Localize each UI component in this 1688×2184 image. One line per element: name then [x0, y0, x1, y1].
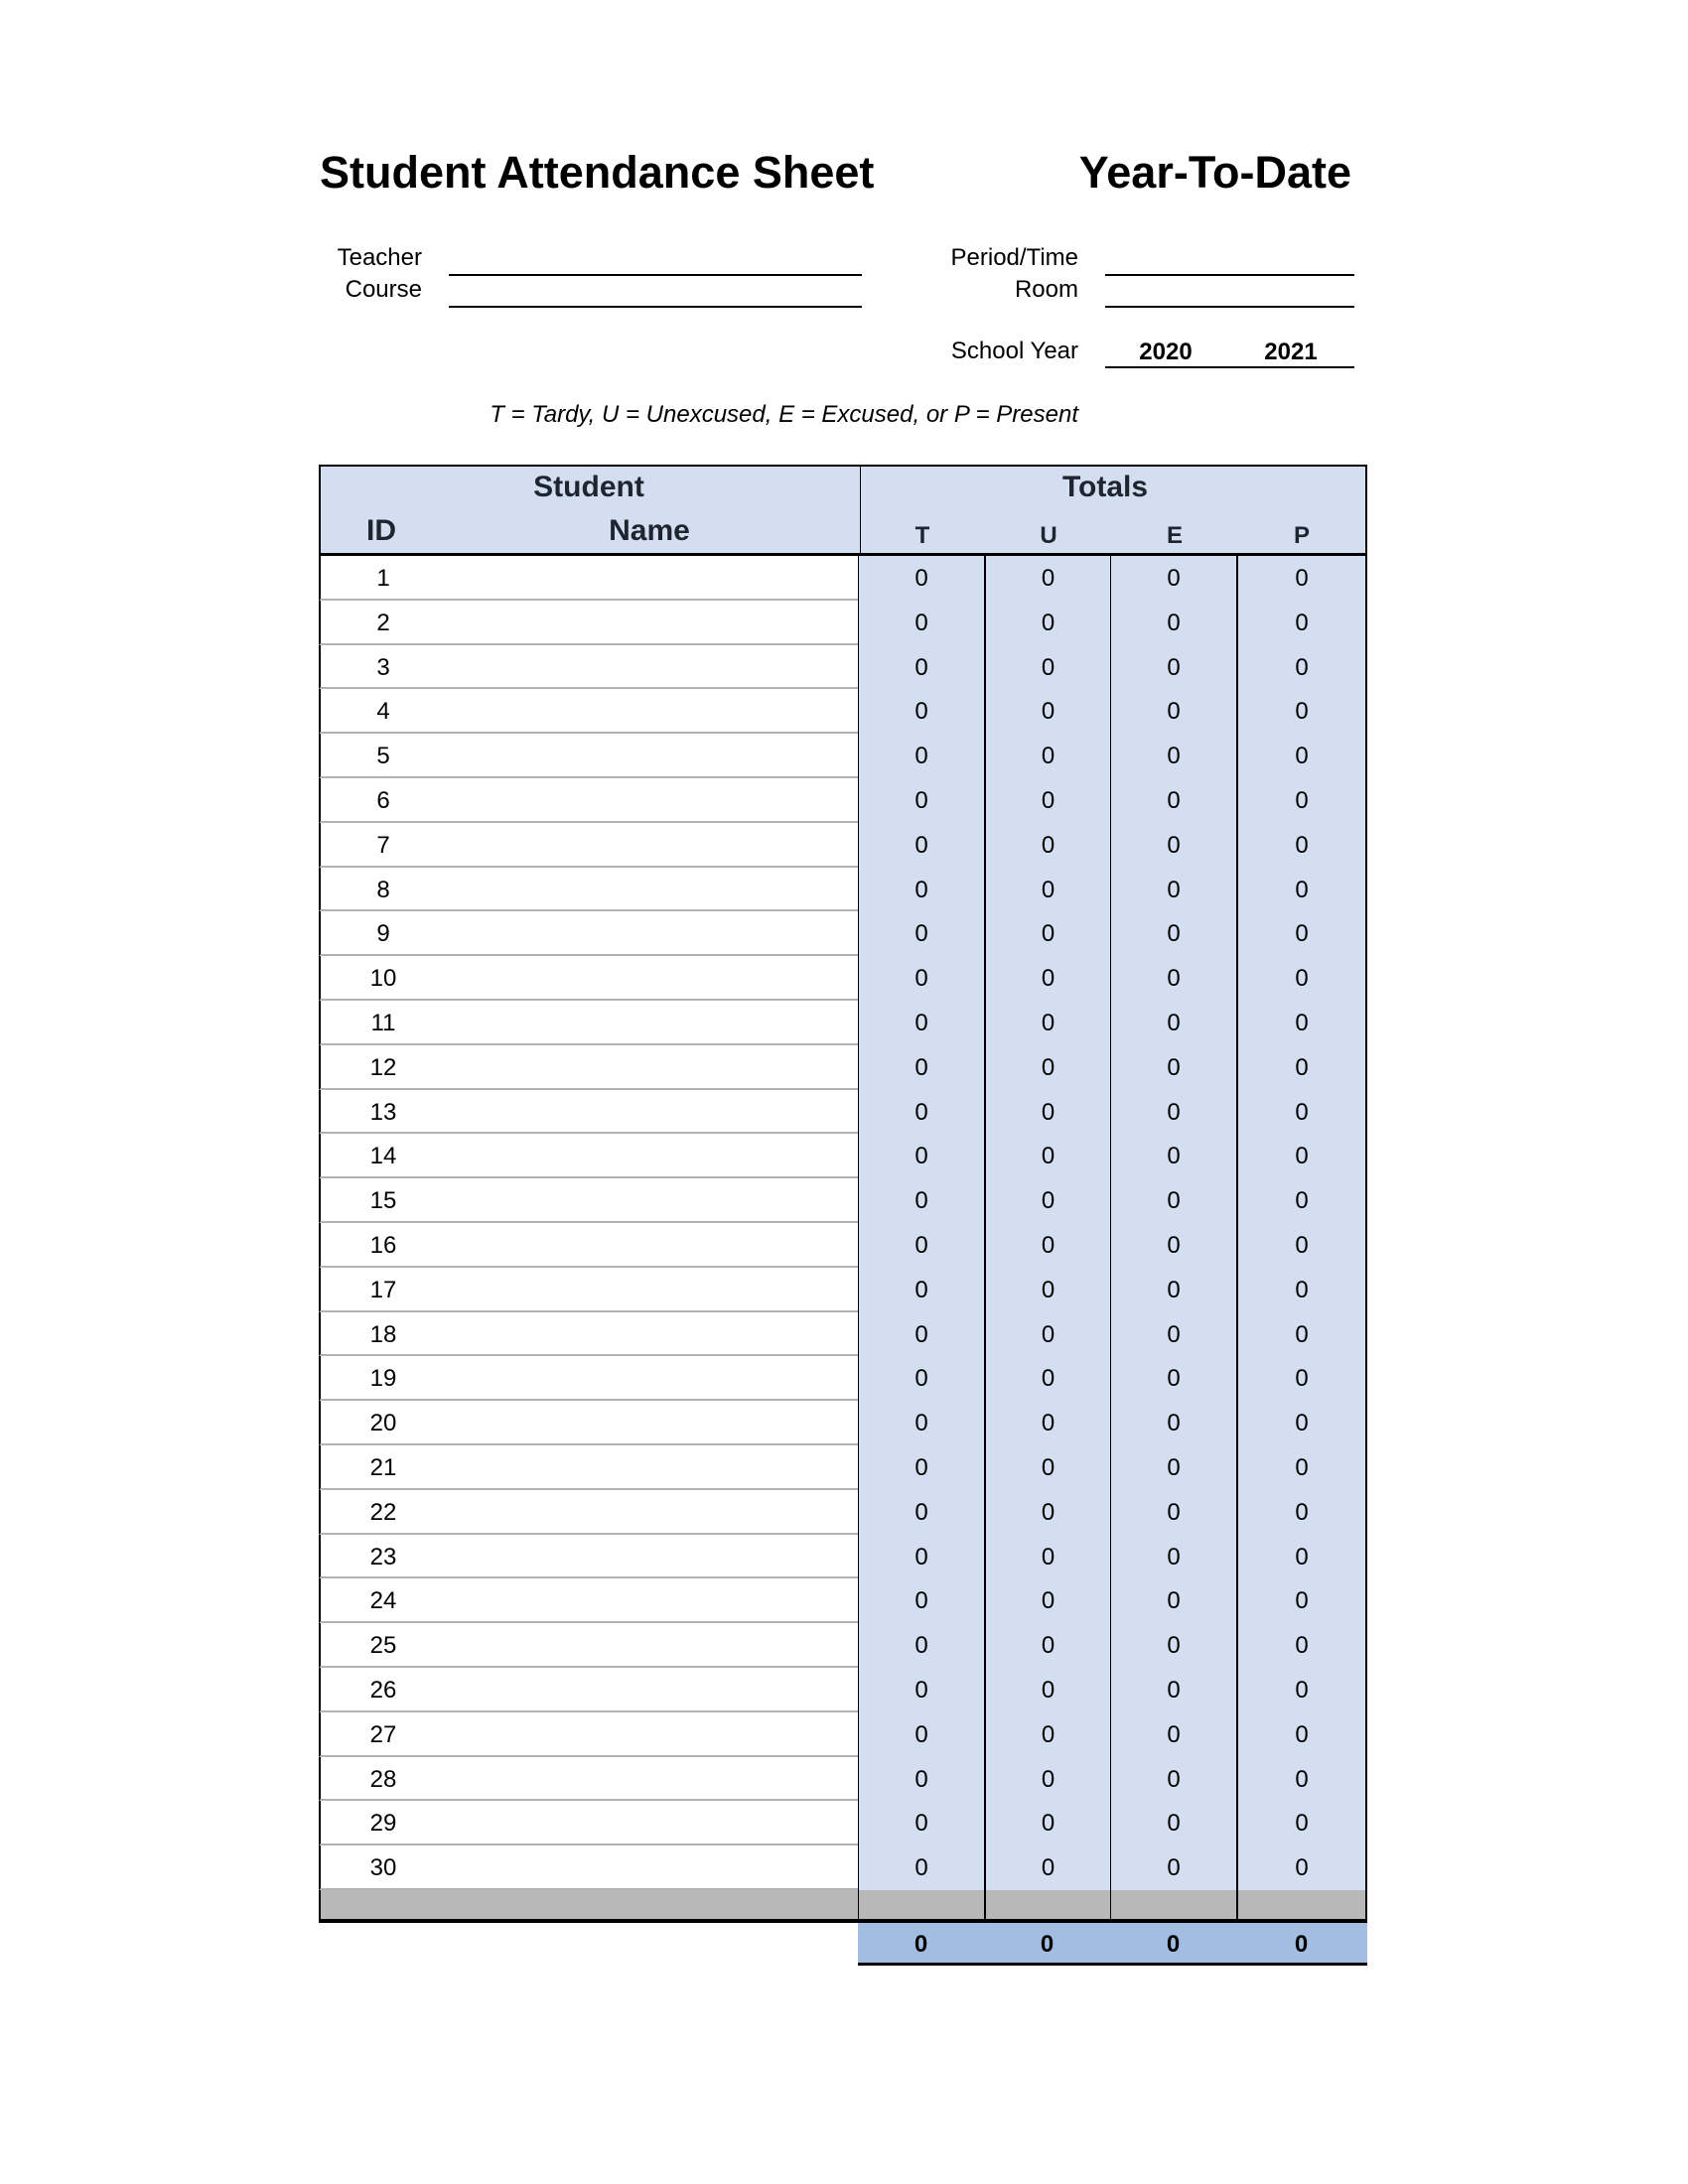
present-count: 0 — [1236, 645, 1367, 690]
tardy-count: 0 — [858, 778, 984, 823]
tardy-count: 0 — [858, 1801, 984, 1845]
tardy-count: 0 — [858, 1178, 984, 1223]
tardy-count: 0 — [858, 1578, 984, 1623]
student-cell[interactable] — [319, 956, 858, 1001]
tardy-count: 0 — [858, 689, 984, 734]
excused-count: 0 — [1110, 868, 1236, 912]
tardy-column-header: T — [914, 522, 930, 549]
student-cell[interactable] — [319, 1445, 858, 1490]
spacer-row — [319, 1890, 1367, 1923]
student-cell[interactable] — [319, 601, 858, 645]
table-row — [319, 1312, 1367, 1357]
student-cell[interactable] — [319, 734, 858, 778]
student-id: 30 — [369, 1854, 397, 1882]
student-cell[interactable] — [319, 868, 858, 912]
present-count: 0 — [1236, 1623, 1367, 1668]
room-field[interactable] — [1105, 291, 1354, 308]
excused-count: 0 — [1110, 1445, 1236, 1490]
student-id: 13 — [369, 1098, 397, 1126]
unexcused-count: 0 — [984, 1578, 1110, 1623]
excused-count: 0 — [1110, 1268, 1236, 1312]
present-count: 0 — [1236, 911, 1367, 956]
tardy-count: 0 — [858, 1356, 984, 1401]
unexcused-count: 0 — [984, 823, 1110, 868]
student-cell[interactable] — [319, 1845, 858, 1890]
table-header — [319, 465, 1367, 556]
tardy-count: 0 — [858, 1757, 984, 1802]
table-row — [319, 1757, 1367, 1802]
table-row — [319, 1178, 1367, 1223]
student-group-header: Student — [533, 471, 644, 503]
tardy-count: 0 — [858, 1312, 984, 1357]
unexcused-count: 0 — [984, 645, 1110, 690]
tardy-count: 0 — [858, 868, 984, 912]
excused-count: 0 — [1110, 1623, 1236, 1668]
grand-total-excused: 0 — [1166, 1931, 1181, 1958]
student-id: 5 — [376, 743, 390, 770]
table-row — [319, 1356, 1367, 1401]
student-id: 10 — [369, 965, 397, 993]
student-id: 23 — [369, 1543, 397, 1570]
present-count: 0 — [1236, 1801, 1367, 1845]
unexcused-count: 0 — [984, 1668, 1110, 1712]
table-row — [319, 645, 1367, 690]
unexcused-count: 0 — [984, 1445, 1110, 1490]
table-row — [319, 1223, 1367, 1268]
tardy-count: 0 — [858, 911, 984, 956]
present-count: 0 — [1236, 1312, 1367, 1357]
student-cell[interactable] — [319, 1668, 858, 1712]
present-count: 0 — [1236, 1712, 1367, 1757]
excused-count: 0 — [1110, 601, 1236, 645]
excused-count: 0 — [1110, 778, 1236, 823]
present-count: 0 — [1236, 734, 1367, 778]
tardy-count: 0 — [858, 1845, 984, 1890]
unexcused-count: 0 — [984, 911, 1110, 956]
tardy-count: 0 — [858, 1712, 984, 1757]
present-count: 0 — [1236, 1134, 1367, 1178]
present-count: 0 — [1236, 1757, 1367, 1802]
tardy-count: 0 — [858, 1535, 984, 1579]
tardy-count: 0 — [858, 645, 984, 690]
student-id: 22 — [369, 1498, 397, 1526]
present-count: 0 — [1236, 778, 1367, 823]
student-cell[interactable] — [319, 556, 858, 601]
room-label: Room — [1014, 276, 1078, 303]
table-row — [319, 734, 1367, 778]
table-row — [319, 1001, 1367, 1045]
table-row — [319, 556, 1367, 601]
unexcused-count: 0 — [984, 1312, 1110, 1357]
student-id: 15 — [369, 1187, 397, 1215]
present-count: 0 — [1236, 1578, 1367, 1623]
excused-count: 0 — [1110, 1845, 1236, 1890]
school-year-start[interactable]: 2020 — [1139, 339, 1193, 365]
unexcused-count: 0 — [984, 868, 1110, 912]
tardy-count: 0 — [858, 1268, 984, 1312]
student-id: 4 — [376, 698, 390, 726]
student-id: 20 — [369, 1410, 397, 1437]
student-cell[interactable] — [319, 1268, 858, 1312]
present-count: 0 — [1236, 1001, 1367, 1045]
tardy-count: 0 — [858, 823, 984, 868]
grand-totals-row — [858, 1923, 1367, 1966]
tardy-count: 0 — [858, 556, 984, 601]
present-count: 0 — [1236, 956, 1367, 1001]
unexcused-count: 0 — [984, 734, 1110, 778]
table-row — [319, 1134, 1367, 1178]
excused-count: 0 — [1110, 1045, 1236, 1090]
unexcused-count: 0 — [984, 1001, 1110, 1045]
excused-count: 0 — [1110, 1757, 1236, 1802]
unexcused-count: 0 — [984, 1134, 1110, 1178]
table-row — [319, 1801, 1367, 1845]
excused-count: 0 — [1110, 823, 1236, 868]
present-count: 0 — [1236, 1401, 1367, 1445]
present-count: 0 — [1236, 1090, 1367, 1135]
unexcused-count: 0 — [984, 556, 1110, 601]
table-row — [319, 1090, 1367, 1135]
school-year-end[interactable]: 2021 — [1264, 339, 1318, 365]
student-id: 17 — [369, 1276, 397, 1303]
student-cell[interactable] — [319, 1578, 858, 1623]
unexcused-count: 0 — [984, 1223, 1110, 1268]
excused-count: 0 — [1110, 911, 1236, 956]
grand-total-unexcused: 0 — [1040, 1931, 1055, 1958]
unexcused-count: 0 — [984, 1801, 1110, 1845]
excused-count: 0 — [1110, 1178, 1236, 1223]
tardy-count: 0 — [858, 1134, 984, 1178]
attendance-legend: T = Tardy, U = Unexcused, E = Excused, or P = Present — [490, 401, 1078, 428]
student-id: 21 — [369, 1453, 397, 1481]
id-column-header: ID — [366, 514, 396, 547]
student-id: 24 — [369, 1587, 397, 1615]
present-count: 0 — [1236, 1445, 1367, 1490]
student-cell[interactable] — [319, 1757, 858, 1802]
tardy-count: 0 — [858, 1045, 984, 1090]
tardy-count: 0 — [858, 1223, 984, 1268]
unexcused-count: 0 — [984, 1623, 1110, 1668]
student-cell[interactable] — [319, 1312, 858, 1357]
excused-count: 0 — [1110, 1401, 1236, 1445]
unexcused-count: 0 — [984, 601, 1110, 645]
unexcused-count: 0 — [984, 1535, 1110, 1579]
spacer-divider — [858, 1890, 859, 1919]
header-divider — [860, 467, 861, 553]
present-count: 0 — [1236, 823, 1367, 868]
tardy-count: 0 — [858, 1401, 984, 1445]
present-count: 0 — [1236, 1490, 1367, 1535]
unexcused-column-header: U — [1040, 522, 1057, 549]
excused-count: 0 — [1110, 1801, 1236, 1845]
excused-count: 0 — [1110, 1134, 1236, 1178]
student-id: 11 — [370, 1009, 396, 1036]
student-cell[interactable] — [319, 1535, 858, 1579]
spacer-divider — [1236, 1890, 1238, 1919]
student-cell[interactable] — [319, 1401, 858, 1445]
student-id: 3 — [376, 653, 390, 681]
unexcused-count: 0 — [984, 1845, 1110, 1890]
course-field[interactable] — [449, 291, 862, 308]
period-time-label: Period/Time — [950, 244, 1078, 271]
present-count: 0 — [1236, 1668, 1367, 1712]
unexcused-count: 0 — [984, 1356, 1110, 1401]
excused-count: 0 — [1110, 1001, 1236, 1045]
excused-count: 0 — [1110, 1578, 1236, 1623]
page-title: Student Attendance Sheet — [320, 147, 875, 198]
table-row — [319, 1668, 1367, 1712]
present-count: 0 — [1236, 601, 1367, 645]
unexcused-count: 0 — [984, 1178, 1110, 1223]
excused-count: 0 — [1110, 1668, 1236, 1712]
tardy-count: 0 — [858, 1445, 984, 1490]
page-subtitle: Year-To-Date — [1078, 147, 1351, 198]
table-row — [319, 1045, 1367, 1090]
student-id: 26 — [369, 1676, 397, 1704]
student-cell[interactable] — [319, 1090, 858, 1135]
unexcused-count: 0 — [984, 778, 1110, 823]
table-row — [319, 1535, 1367, 1579]
student-id: 14 — [369, 1143, 397, 1170]
spacer-divider — [1110, 1890, 1111, 1919]
present-count: 0 — [1236, 689, 1367, 734]
table-row — [319, 911, 1367, 956]
student-id: 19 — [369, 1365, 397, 1393]
name-column-header: Name — [609, 514, 690, 547]
student-cell[interactable] — [319, 1712, 858, 1757]
school-year-label: School Year — [950, 338, 1078, 364]
table-row — [319, 868, 1367, 912]
present-count: 0 — [1236, 1535, 1367, 1579]
tardy-count: 0 — [858, 1668, 984, 1712]
student-cell[interactable] — [319, 1801, 858, 1845]
present-count: 0 — [1236, 1223, 1367, 1268]
excused-count: 0 — [1110, 1712, 1236, 1757]
student-cell[interactable] — [319, 1356, 858, 1401]
table-row — [319, 778, 1367, 823]
excused-count: 0 — [1110, 556, 1236, 601]
unexcused-count: 0 — [984, 1490, 1110, 1535]
student-id: 27 — [369, 1720, 397, 1748]
student-id: 1 — [376, 565, 390, 592]
teacher-field[interactable] — [449, 259, 862, 276]
unexcused-count: 0 — [984, 956, 1110, 1001]
table-row — [319, 1490, 1367, 1535]
teacher-label: Teacher — [337, 244, 422, 271]
excused-count: 0 — [1110, 1312, 1236, 1357]
table-row — [319, 601, 1367, 645]
excused-count: 0 — [1110, 1356, 1236, 1401]
present-count: 0 — [1236, 1268, 1367, 1312]
unexcused-count: 0 — [984, 1268, 1110, 1312]
student-cell[interactable] — [319, 1134, 858, 1178]
excused-count: 0 — [1110, 1090, 1236, 1135]
student-id: 28 — [369, 1765, 397, 1793]
student-cell[interactable] — [319, 1001, 858, 1045]
table-row — [319, 689, 1367, 734]
excused-count: 0 — [1110, 734, 1236, 778]
present-count: 0 — [1236, 1045, 1367, 1090]
excused-count: 0 — [1110, 1223, 1236, 1268]
excused-count: 0 — [1110, 956, 1236, 1001]
table-row — [319, 1845, 1367, 1890]
table-body — [319, 556, 1367, 1890]
student-id: 7 — [376, 831, 390, 859]
spacer-divider — [984, 1890, 986, 1919]
excused-count: 0 — [1110, 645, 1236, 690]
tardy-count: 0 — [858, 1090, 984, 1135]
table-row — [319, 823, 1367, 868]
tardy-count: 0 — [858, 601, 984, 645]
table-row — [319, 1578, 1367, 1623]
excused-column-header: E — [1166, 522, 1184, 549]
student-id: 8 — [376, 876, 390, 903]
grand-total-present: 0 — [1294, 1931, 1309, 1958]
table-row — [319, 1401, 1367, 1445]
unexcused-count: 0 — [984, 1757, 1110, 1802]
excused-count: 0 — [1110, 1490, 1236, 1535]
grand-total-tardy: 0 — [914, 1931, 928, 1958]
totals-group-header: Totals — [1061, 471, 1149, 503]
unexcused-count: 0 — [984, 1045, 1110, 1090]
student-id: 9 — [376, 920, 390, 948]
student-cell[interactable] — [319, 778, 858, 823]
student-cell[interactable] — [319, 1490, 858, 1535]
tardy-count: 0 — [858, 956, 984, 1001]
present-column-header: P — [1293, 522, 1311, 549]
unexcused-count: 0 — [984, 1090, 1110, 1135]
student-cell[interactable] — [319, 645, 858, 690]
student-cell[interactable] — [319, 911, 858, 956]
course-label: Course — [345, 276, 422, 303]
present-count: 0 — [1236, 1356, 1367, 1401]
student-cell[interactable] — [319, 823, 858, 868]
excused-count: 0 — [1110, 689, 1236, 734]
student-id: 29 — [369, 1810, 397, 1838]
unexcused-count: 0 — [984, 1712, 1110, 1757]
present-count: 0 — [1236, 1178, 1367, 1223]
student-cell[interactable] — [319, 689, 858, 734]
student-id: 16 — [369, 1231, 397, 1259]
table-row — [319, 1623, 1367, 1668]
student-cell[interactable] — [319, 1045, 858, 1090]
student-id: 6 — [376, 786, 390, 814]
student-cell[interactable] — [319, 1178, 858, 1223]
table-row — [319, 1268, 1367, 1312]
unexcused-count: 0 — [984, 689, 1110, 734]
tardy-count: 0 — [858, 1001, 984, 1045]
table-row — [319, 956, 1367, 1001]
present-count: 0 — [1236, 556, 1367, 601]
student-id: 2 — [376, 609, 390, 636]
table-row — [319, 1712, 1367, 1757]
present-count: 0 — [1236, 868, 1367, 912]
student-id: 12 — [369, 1053, 397, 1081]
student-cell[interactable] — [319, 1623, 858, 1668]
table-row — [319, 1445, 1367, 1490]
excused-count: 0 — [1110, 1535, 1236, 1579]
present-count: 0 — [1236, 1845, 1367, 1890]
period-time-field[interactable] — [1105, 259, 1354, 276]
tardy-count: 0 — [858, 1490, 984, 1535]
tardy-count: 0 — [858, 1623, 984, 1668]
tardy-count: 0 — [858, 734, 984, 778]
student-id: 25 — [369, 1632, 397, 1660]
student-cell[interactable] — [319, 1223, 858, 1268]
student-id: 18 — [369, 1320, 397, 1348]
unexcused-count: 0 — [984, 1401, 1110, 1445]
